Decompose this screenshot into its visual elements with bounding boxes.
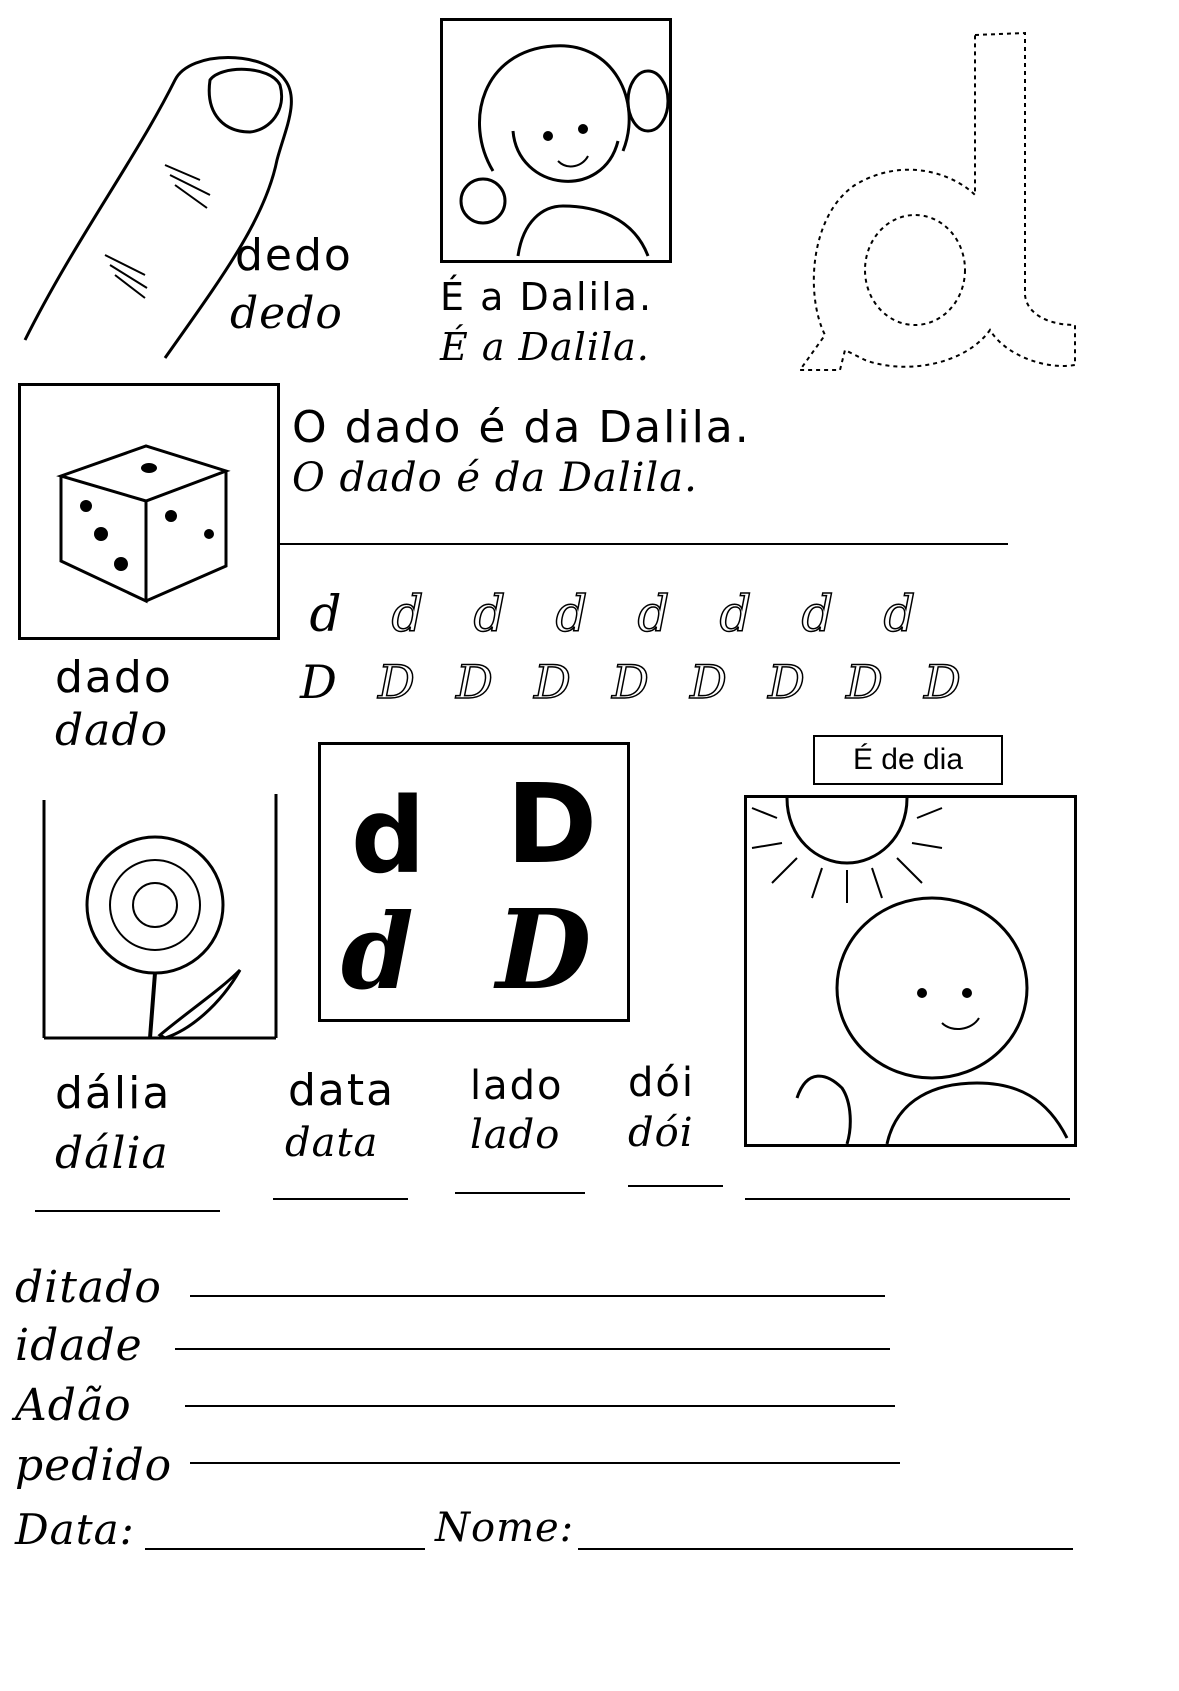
tracing-letter: d bbox=[719, 585, 753, 643]
boy-illustration bbox=[744, 795, 1077, 1147]
letter-print-upper: D bbox=[506, 760, 600, 888]
word-dado-print: dado bbox=[55, 652, 173, 703]
dictation-word: idade bbox=[15, 1320, 143, 1371]
writing-line bbox=[745, 1198, 1070, 1200]
tracing-letter: D bbox=[612, 655, 650, 709]
word-script: lado bbox=[470, 1112, 561, 1158]
flower-illustration bbox=[40, 790, 280, 1040]
tracing-letter: d bbox=[473, 585, 507, 643]
sentence-dalila-print: É a Dalila. bbox=[440, 275, 654, 319]
word-script: dália bbox=[55, 1128, 169, 1179]
tracing-letter: d bbox=[801, 585, 835, 643]
letters-box bbox=[318, 742, 630, 1022]
word-dado-script: dado bbox=[55, 705, 169, 756]
tracing-letter: D bbox=[690, 655, 728, 709]
tracing-big-letter bbox=[795, 25, 1085, 390]
sign-label: É de dia bbox=[813, 735, 1003, 785]
tracing-letter: D bbox=[300, 655, 338, 709]
tracing-letter: D bbox=[768, 655, 806, 709]
letter-print-lower: d bbox=[351, 775, 428, 897]
sentence-dado-print: O dado é da Dalila. bbox=[292, 402, 751, 453]
letter-script-lower: d bbox=[341, 890, 415, 1013]
writing-line bbox=[455, 1192, 585, 1194]
tracing-letter: D bbox=[924, 655, 962, 709]
date-input-line[interactable] bbox=[145, 1548, 425, 1550]
word-script: data bbox=[285, 1120, 379, 1166]
word-print: dália bbox=[55, 1068, 172, 1119]
tracing-letter: d bbox=[883, 585, 917, 643]
word-print: lado bbox=[470, 1063, 564, 1109]
word-print: data bbox=[288, 1065, 396, 1116]
tracing-letter: D bbox=[456, 655, 494, 709]
writing-line bbox=[185, 1405, 895, 1407]
tracing-letter: D bbox=[534, 655, 572, 709]
writing-line bbox=[628, 1185, 723, 1187]
dictation-word: Adão bbox=[15, 1380, 132, 1431]
tracing-letter: d bbox=[391, 585, 425, 643]
word-print: dói bbox=[628, 1060, 695, 1106]
tracing-row-lower bbox=[285, 585, 941, 643]
tracing-letter: D bbox=[846, 655, 884, 709]
tracing-letter: d bbox=[309, 585, 343, 643]
writing-line bbox=[190, 1295, 885, 1297]
dice-illustration bbox=[18, 383, 280, 640]
name-input-line[interactable] bbox=[578, 1548, 1073, 1550]
date-label: Data: bbox=[15, 1505, 135, 1554]
tracing-row-upper bbox=[280, 655, 982, 709]
dictation-word: ditado bbox=[15, 1262, 162, 1313]
word-script: dói bbox=[628, 1110, 694, 1156]
writing-line bbox=[190, 1462, 900, 1464]
word-dedo-print: dedo bbox=[235, 230, 353, 281]
writing-line bbox=[280, 543, 1008, 545]
word-dedo-script: dedo bbox=[230, 288, 343, 339]
tracing-letter: d bbox=[637, 585, 671, 643]
sentence-dalila-script: É a Dalila. bbox=[440, 325, 650, 369]
writing-line bbox=[175, 1348, 890, 1350]
tracing-letter: D bbox=[378, 655, 416, 709]
writing-line bbox=[35, 1210, 220, 1212]
sentence-dado-script: O dado é da Dalila. bbox=[292, 455, 698, 501]
dictation-word: pedido bbox=[15, 1440, 173, 1491]
writing-line bbox=[273, 1198, 408, 1200]
tracing-letter: d bbox=[555, 585, 589, 643]
girl-illustration bbox=[440, 18, 672, 263]
name-label: Nome: bbox=[435, 1505, 575, 1551]
letter-script-upper: D bbox=[496, 885, 593, 1014]
